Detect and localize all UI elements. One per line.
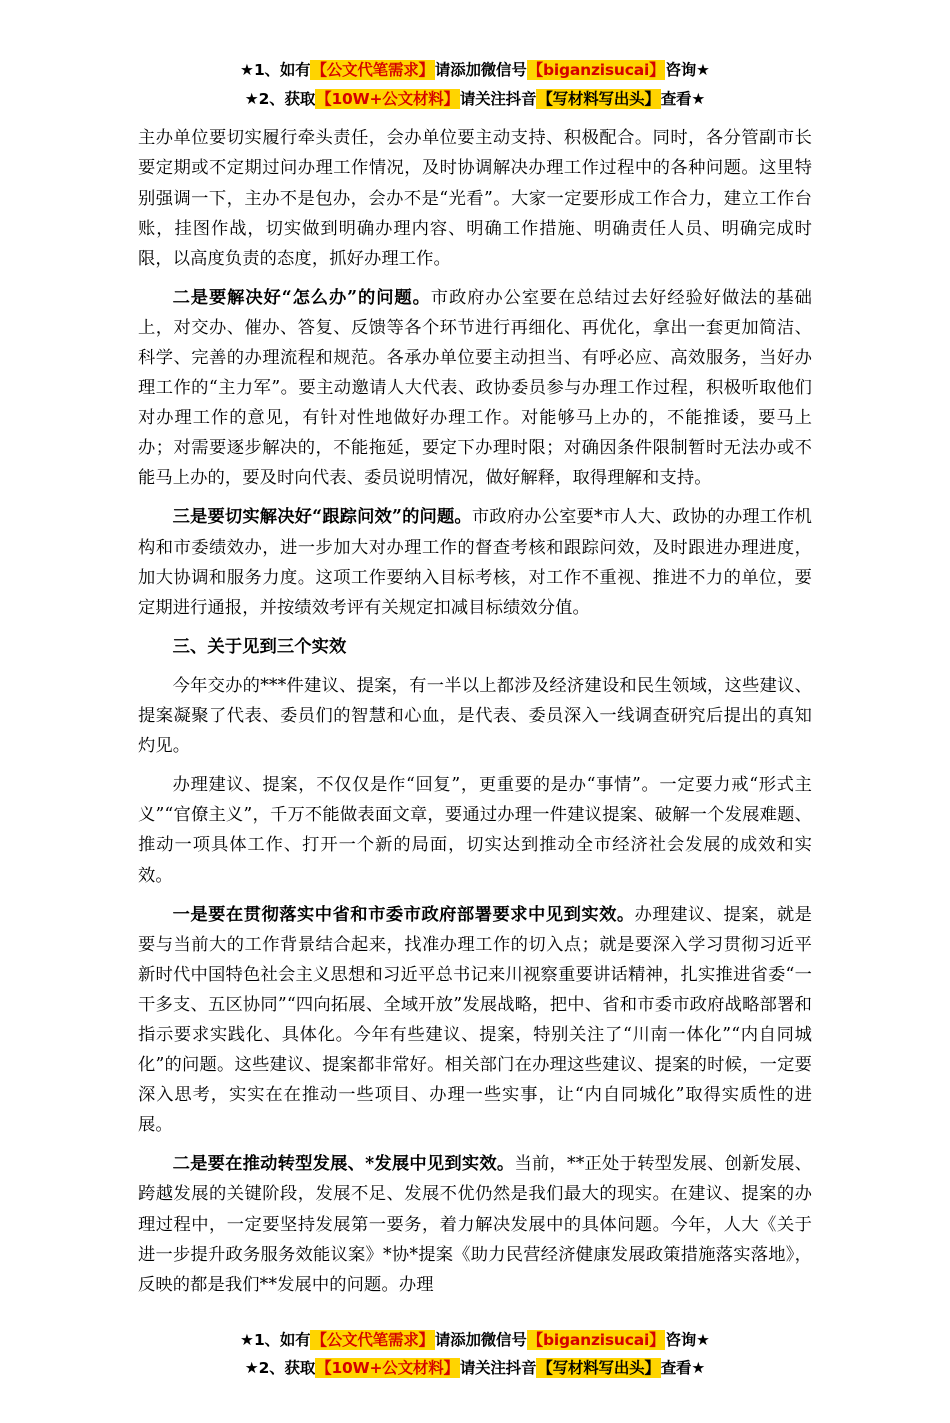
star-right-icon: ★ (691, 1359, 706, 1378)
paragraph (138, 1149, 812, 1299)
promo-text-seg3: 咨询 (665, 1330, 697, 1349)
paragraph-text: 办理建议、提案，就是要与当前大的工作背景结合起来，找准办理工作的切入点；就是要深入学习贯彻习近平新时代中国特色社会主义思想和习近平总书记来川视察重要讲话精神，扎实推进省委“一干多支、五区协同”“四向拓展、全域开放”发展战略，把中、省和市委市政府战略部署和指示要求实践化、具体化。今年有些建议、提案，特别关注了“川南一体化”“内自同城化”的问题。这些建议、提案都非常好。相关部门在办理这些建议、提案的时候，一定要深入思考，实实在在推动一些项目、办理一些实事，让“内自同城化”取得实质性的进展。 (138, 904, 812, 1136)
promo-highlight-materials: 【10W+公文材料】 (316, 89, 459, 108)
promo-banner-top-line-2 (138, 85, 812, 114)
paragraph-bold-lead: 一是要在贯彻落实中省和市委市政府部署要求中见到实效。 (172, 904, 635, 925)
star-right-icon: ★ (696, 1330, 710, 1349)
paragraph (138, 671, 812, 761)
promo-text-seg1: 2、获取 (258, 89, 316, 108)
section-heading (138, 632, 812, 662)
paragraph (138, 283, 812, 494)
promo-highlight-douyin: 【写材料写出头】 (537, 1359, 660, 1378)
star-left-icon: ★ (240, 1330, 254, 1349)
paragraph-text: 市政府办公室要*市人大、政协的办理工作机构和市委绩效办，进一步加大对办理工作的督查考核和跟踪问效，及时跟进办理进度，加大协调和服务力度。这项工作要纳入目标考核，对工作不重视、推进不力的单位，要定期进行通报，并按绩效考评有关规定扣减目标绩效分值。 (138, 507, 812, 618)
promo-highlight-service: 【公文代笔需求】 (311, 61, 434, 79)
promo-banner-bottom-line-2 (138, 1354, 812, 1383)
promo-text-seg2: 请添加微信号 (434, 1330, 527, 1349)
promo-banner-bottom (138, 1326, 812, 1383)
promo-text-seg3: 查看 (660, 89, 692, 108)
promo-text-seg1: 1、如有 (253, 1330, 311, 1349)
promo-banner-top-line-1 (138, 56, 812, 85)
promo-highlight-wechat: 【biganzisucai】 (527, 1330, 665, 1349)
star-left-icon: ★ (244, 1359, 259, 1378)
star-right-icon: ★ (691, 89, 706, 108)
star-left-icon: ★ (244, 89, 259, 108)
promo-banner-top (138, 56, 812, 113)
paragraph-text: 主办单位要切实履行牵头责任，会办单位要主动支持、积极配合。同时，各分管副市长要定期或不定期过问办理工作情况，及时协调解决办理工作过程中的各种问题。这里特别强调一下，主办不是包办，会办不是“光看”。大家一定要形成工作合力，建立工作台账，挂图作战，切实做到明确办理内容、明确工作措施、明确责任人员、明确完成时限，以高度负责的态度，抓好办理工作。 (138, 128, 812, 269)
document-body (138, 123, 812, 1299)
promo-text-seg3: 查看 (660, 1359, 692, 1378)
star-right-icon: ★ (696, 61, 710, 79)
paragraph (138, 502, 812, 622)
promo-banner-bottom-line-1 (138, 1326, 812, 1355)
paragraph-text: 市政府办公室要在总结过去好经验好做法的基础上，对交办、催办、答复、反馈等各个环节进行再细化、再优化，拿出一套更加简洁、科学、完善的办理流程和规范。各承办单位要主动担当、有呼必应、高效服务，当好办理工作的“主力军”。要主动邀请人大代表、政协委员参与办理工作过程，积极听取他们对办理工作的意见，有针对性地做好办理工作。对能够马上办的，不能推诿，要马上办；对需要逐步解决的，不能拖延，要定下办理时限；对确因条件限制暂时无法办或不能马上办的，要及时向代表、委员说明情况，做好解释，取得理解和支持。 (138, 287, 812, 489)
paragraph-bold-lead: 三是要切实解决好“跟踪问效”的问题。 (172, 507, 472, 528)
promo-highlight-douyin: 【写材料写出头】 (537, 89, 660, 108)
section-heading-text: 三、关于见到三个实效 (172, 636, 347, 657)
promo-text-seg1: 2、获取 (258, 1359, 316, 1378)
promo-highlight-materials: 【10W+公文材料】 (316, 1359, 459, 1378)
star-left-icon: ★ (240, 61, 254, 79)
promo-highlight-wechat: 【biganzisucai】 (527, 61, 665, 79)
promo-text-seg2: 请添加微信号 (434, 61, 527, 79)
paragraph-bold-lead: 二是要在推动转型发展、*发展中见到实效。 (172, 1154, 515, 1175)
paragraph-bold-lead: 二是要解决好“怎么办”的问题。 (172, 287, 431, 308)
paragraph-text: 当前，**正处于转型发展、创新发展、跨越发展的关键阶段，发展不足、发展不优仍然是我们最大的现实。在建议、提案的办理过程中，一定要坚持发展第一要务，着力解决发展中的具体问题。今年，人大《关于进一步提升政务服务效能议案》*协*提案《助力民营经济健康发展政策措施落实落地》，反映的都是我们**发展中的问题。办理 (138, 1154, 812, 1295)
paragraph (138, 123, 812, 273)
promo-highlight-service: 【公文代笔需求】 (311, 1330, 434, 1349)
promo-text-seg2: 请关注抖音 (459, 1359, 537, 1378)
paragraph-text: 办理建议、提案，不仅仅是作“回复”，更重要的是办“事情”。一定要力戒“形式主义”“官僚主义”，千万不能做表面文章，要通过办理一件建议提案、破解一个发展难题、推动一项具体工作、打开一个新的局面，切实达到推动全市经济社会发展的成效和实效。 (138, 775, 812, 886)
paragraph-text: 今年交办的***件建议、提案，有一半以上都涉及经济建设和民生领域，这些建议、提案凝聚了代表、委员们的智慧和心血，是代表、委员深入一线调查研究后提出的真知灼见。 (138, 675, 812, 757)
paragraph (138, 900, 812, 1141)
promo-text-seg1: 1、如有 (253, 61, 311, 79)
promo-text-seg2: 请关注抖音 (459, 89, 537, 108)
paragraph (138, 770, 812, 890)
promo-text-seg3: 咨询 (665, 61, 697, 79)
